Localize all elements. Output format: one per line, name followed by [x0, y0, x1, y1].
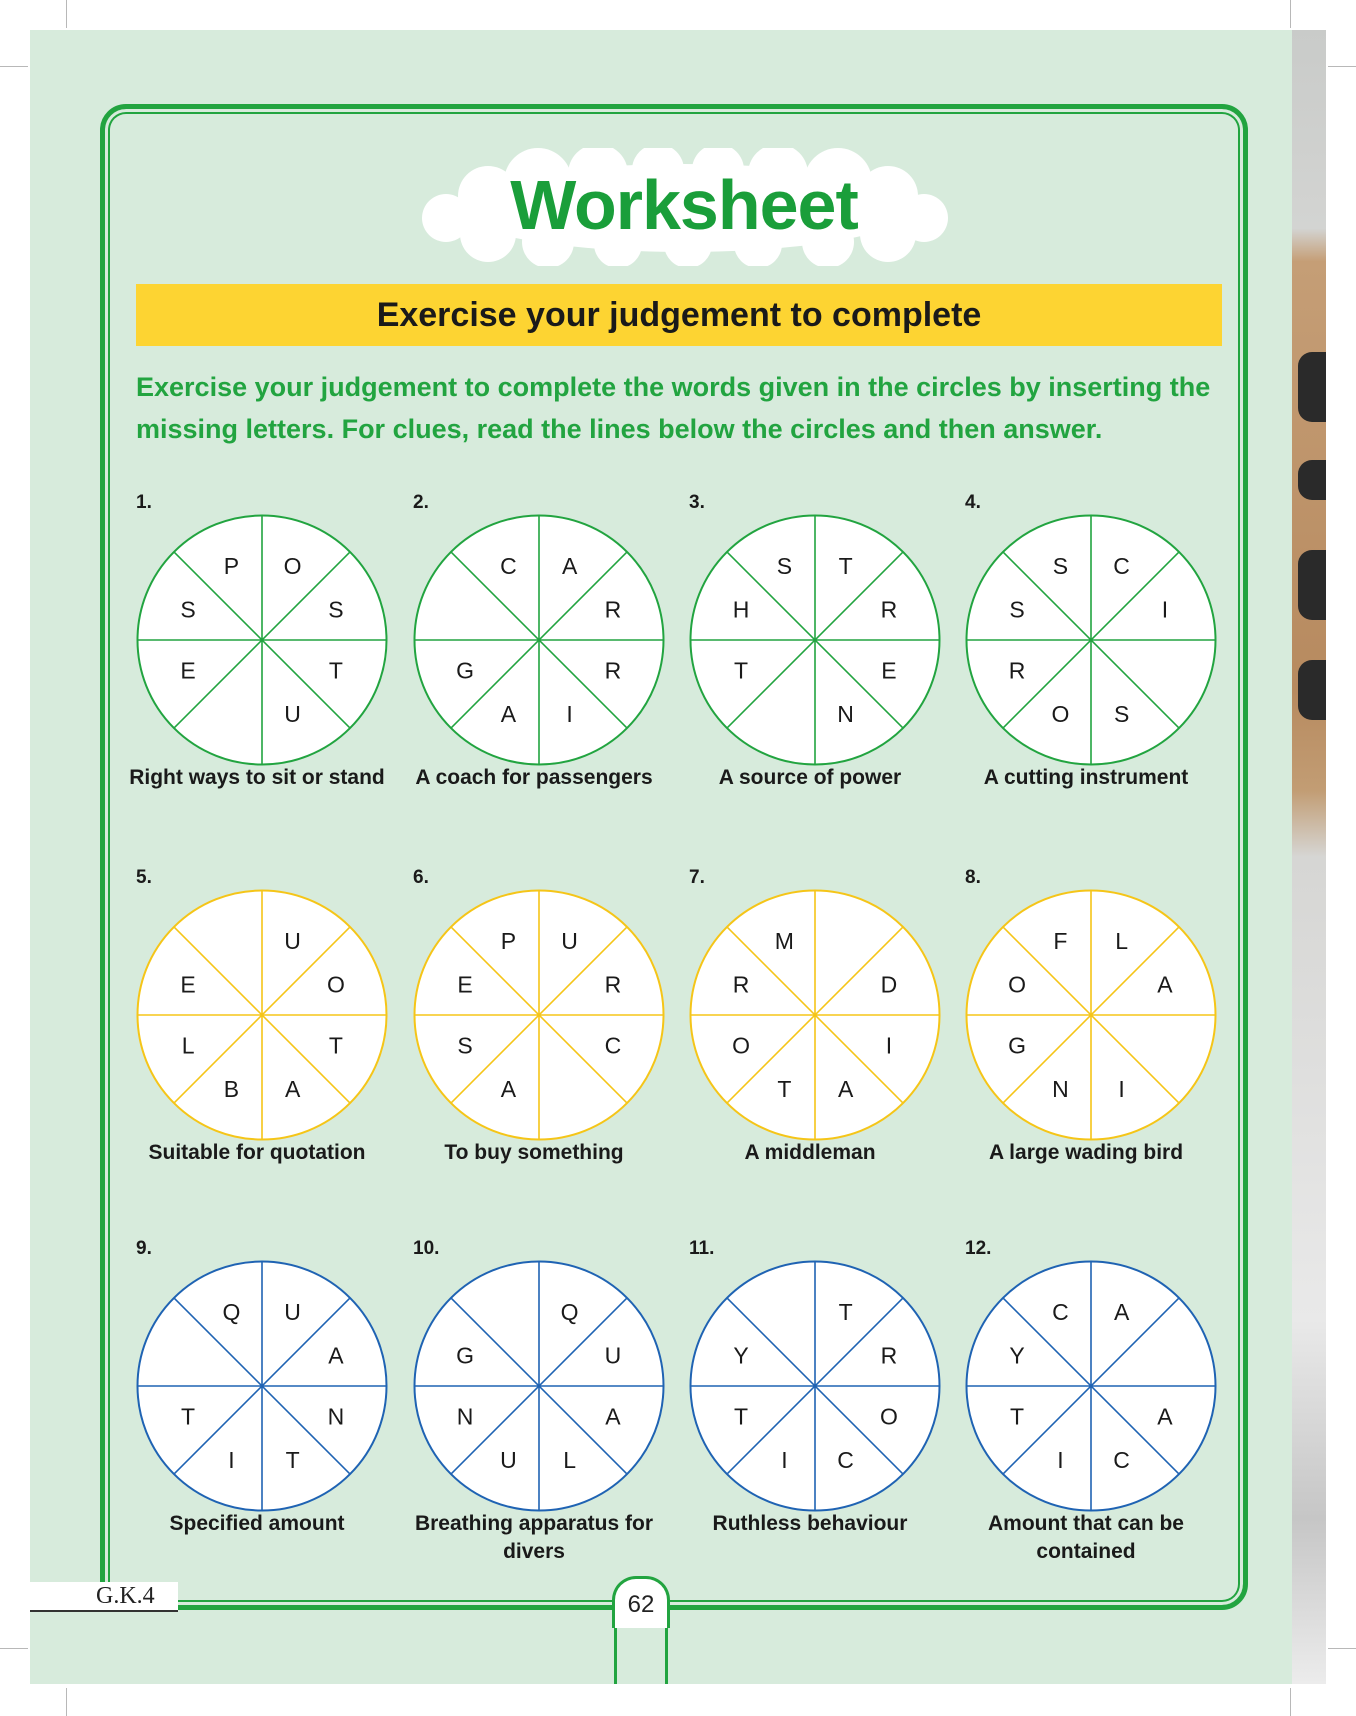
wheel-letter: G	[1008, 1032, 1027, 1059]
crop-mark	[1290, 0, 1291, 28]
wheel-letter: T	[1010, 1403, 1025, 1430]
wheel-letter: U	[284, 1299, 301, 1326]
crop-mark	[1328, 66, 1356, 67]
wheel-letter: N	[327, 1403, 345, 1430]
wheel-letter: U	[500, 1446, 517, 1473]
letter-wheel	[413, 1260, 665, 1512]
wheel-letter: I	[566, 700, 573, 727]
letter-wheel	[136, 1260, 388, 1512]
wheel-letter: R	[1008, 657, 1026, 684]
wheel-letter: F	[1053, 928, 1068, 955]
puzzle-number: 9.	[136, 1238, 152, 1259]
wheel-letter: P	[223, 553, 240, 580]
wheel-letter: Q	[560, 1299, 579, 1326]
wheel-letter: U	[284, 928, 301, 955]
puzzle-9	[136, 1238, 406, 1568]
wheel-letter: A	[561, 553, 578, 580]
wheel-letter: L	[1115, 928, 1129, 955]
wheel-letter: E	[881, 657, 897, 684]
wheel-letter: A	[605, 1403, 621, 1430]
wheel-letter: B	[223, 1075, 240, 1102]
crop-mark	[66, 0, 67, 28]
puzzle-number: 4.	[965, 492, 981, 513]
wheel-letter: S	[328, 596, 344, 623]
wheel-letter: O	[283, 553, 302, 580]
wheel-letter: A	[500, 700, 517, 727]
letter-wheel	[136, 889, 388, 1141]
wheel-letter: O	[732, 1032, 751, 1059]
puzzle-number: 7.	[689, 867, 705, 888]
puzzle-7	[689, 867, 959, 1197]
wheel-letter: R	[880, 1342, 898, 1369]
wheel-letter: C	[1052, 1299, 1069, 1326]
page-number: 62	[612, 1576, 670, 1628]
wheel-letter: U	[561, 928, 578, 955]
wheel-letter: A	[1113, 1299, 1130, 1326]
wheel-letter: E	[457, 971, 473, 998]
puzzle-clue: Amount that can be contained	[987, 1512, 1184, 1563]
wheel-letter: T	[777, 1075, 792, 1102]
wheel-letter: I	[781, 1446, 788, 1473]
puzzle-12	[965, 1238, 1235, 1568]
wheel-letter: C	[604, 1032, 622, 1059]
wheel-letter: C	[500, 553, 517, 580]
wheel-letter: U	[604, 1342, 622, 1369]
puzzle-clue: A middleman	[744, 1141, 876, 1164]
wheel-letter: N	[1052, 1075, 1069, 1102]
puzzle-number: 12.	[965, 1238, 992, 1259]
wheel-letter: C	[1113, 553, 1130, 580]
wheel-letter: H	[732, 596, 750, 623]
wheel-letter: C	[1113, 1446, 1130, 1473]
letter-wheel	[413, 514, 665, 766]
crop-mark	[0, 1648, 28, 1649]
puzzle-clue: A large wading bird	[988, 1141, 1184, 1164]
wheel-letter: O	[879, 1403, 898, 1430]
puzzle-number: 11.	[689, 1238, 715, 1259]
letter-wheel	[689, 889, 941, 1141]
puzzle-clue: Right ways to sit or stand	[129, 766, 385, 789]
wheel-letter: G	[456, 1342, 475, 1369]
wheel-letter: A	[500, 1075, 517, 1102]
wheel-letter: Y	[733, 1342, 749, 1369]
puzzle-number: 1.	[136, 492, 152, 513]
puzzle-10	[413, 1238, 683, 1568]
wheel-letter: L	[563, 1446, 577, 1473]
wheel-letter: Y	[1009, 1342, 1025, 1369]
wheel-letter: T	[285, 1446, 300, 1473]
puzzle-number: 3.	[689, 492, 705, 513]
wheel-letter: A	[1157, 971, 1173, 998]
wheel-letter: O	[326, 971, 345, 998]
crop-mark	[0, 66, 28, 67]
wheel-letter: P	[500, 928, 517, 955]
letter-wheel	[965, 889, 1217, 1141]
wheel-letter: S	[1113, 700, 1130, 727]
wheel-letter: I	[228, 1446, 235, 1473]
wheel-letter: S	[180, 596, 196, 623]
puzzle-clue: Specified amount	[169, 1512, 345, 1535]
puzzle-number: 6.	[413, 867, 429, 888]
puzzle-number: 5.	[136, 867, 152, 888]
wheel-letter: R	[604, 971, 622, 998]
wheel-letter: T	[328, 1032, 343, 1059]
puzzle-clue: A coach for passengers	[415, 766, 653, 789]
puzzle-clue: A cutting instrument	[983, 766, 1189, 789]
crop-mark	[1328, 1648, 1356, 1649]
wheel-letter: R	[604, 657, 622, 684]
wheel-letter: T	[734, 657, 749, 684]
wheel-letter: O	[1008, 971, 1027, 998]
side-photo-strip	[1292, 30, 1326, 1684]
wheel-letter: S	[1009, 596, 1025, 623]
wheel-letter: O	[1051, 700, 1070, 727]
wheel-letter: R	[732, 971, 750, 998]
wheel-letter: I	[885, 1032, 893, 1059]
wheel-letter: N	[456, 1403, 474, 1430]
wheel-letter: A	[284, 1075, 301, 1102]
letter-wheel	[689, 1260, 941, 1512]
puzzle-clue: To buy something	[444, 1141, 624, 1164]
letter-wheel	[136, 514, 388, 766]
letter-wheel	[965, 1260, 1217, 1512]
letter-wheel	[413, 889, 665, 1141]
puzzle-2	[413, 492, 683, 822]
wheel-letter: S	[457, 1032, 473, 1059]
wheel-letter: E	[180, 971, 196, 998]
puzzle-number: 2.	[413, 492, 429, 513]
crop-mark	[1290, 1688, 1291, 1716]
exercise-banner: Exercise your judgement to complete	[136, 284, 1222, 346]
wheel-letter: A	[837, 1075, 854, 1102]
letter-wheel	[689, 514, 941, 766]
puzzle-11	[689, 1238, 959, 1568]
wheel-letter: D	[880, 971, 898, 998]
wheel-letter: U	[284, 700, 301, 727]
wheel-letter: T	[838, 553, 853, 580]
puzzle-6	[413, 867, 683, 1197]
puzzle-clue: Ruthless behaviour	[712, 1512, 908, 1535]
puzzle-number: 8.	[965, 867, 981, 888]
puzzle-3	[689, 492, 959, 822]
wheel-letter: I	[1118, 1075, 1125, 1102]
wheel-letter: A	[328, 1342, 344, 1369]
puzzle-clue: Breathing apparatus for divers	[414, 1512, 654, 1563]
wheel-letter: C	[837, 1446, 854, 1473]
wheel-letter: E	[180, 657, 196, 684]
crop-mark	[66, 1688, 67, 1716]
book-label: G.K.4	[30, 1582, 178, 1612]
puzzle-clue: A source of power	[718, 766, 902, 789]
letter-wheel	[965, 514, 1217, 766]
wheel-letter: S	[776, 553, 793, 580]
puzzle-clue: Suitable for quotation	[148, 1141, 366, 1164]
wheel-letter: S	[1052, 553, 1069, 580]
worksheet-title: Worksheet	[510, 166, 858, 244]
wheel-letter: M	[774, 928, 794, 955]
wheel-letter: T	[181, 1403, 196, 1430]
wheel-letter: T	[734, 1403, 749, 1430]
puzzle-8	[965, 867, 1235, 1197]
wheel-letter: R	[604, 596, 622, 623]
wheel-letter: N	[837, 700, 854, 727]
wheel-letter: I	[1161, 596, 1169, 623]
wheel-letter: Q	[222, 1299, 241, 1326]
wheel-letter: I	[1057, 1446, 1064, 1473]
wheel-letter: R	[880, 596, 898, 623]
wheel-letter: A	[1157, 1403, 1173, 1430]
puzzle-number: 10.	[413, 1238, 440, 1259]
instructions-text: Exercise your judgement to complete the words given in the circles by inserting the missing letters. For clues, read the lines below the circles and then answer.	[136, 372, 1211, 444]
wheel-letter: T	[838, 1299, 853, 1326]
wheel-letter: G	[456, 657, 475, 684]
puzzle-5	[136, 867, 406, 1197]
wheel-letter: L	[181, 1032, 195, 1059]
wheel-letter: T	[328, 657, 343, 684]
puzzle-4	[965, 492, 1235, 822]
puzzle-1	[129, 492, 406, 822]
